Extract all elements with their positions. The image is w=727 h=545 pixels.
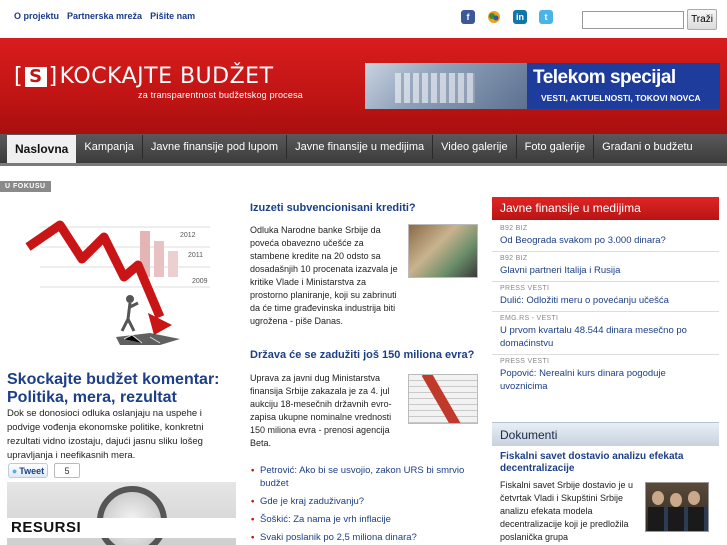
document-thumbnail[interactable] [645,482,709,532]
news-bullet-link[interactable]: • Šoškić: Za nama je vrh inflacije [250,513,482,526]
search-button[interactable]: Traži [687,9,717,30]
list-item [492,312,719,355]
article-title[interactable]: Izuzeti subvencionisani krediti? [250,202,416,214]
chart-label-2011: 2011 [188,252,204,259]
news-bullet-list [250,464,482,545]
list-item [492,252,719,282]
nav-item-campaign[interactable]: Kampanja [76,135,143,159]
list-item [492,282,719,312]
logo-tagline: za transparentnost budžetskog procesa [138,90,303,100]
focus-text: Dok se donosioci odluka oslanjaju na uspehe i podvige vođenja ekonomske politike, konkretni rezultati vidno izostaju, dajući jasnu sliku lošeg upravljanja i neefikasnih mera. [7,408,204,461]
article-text: Uprava za javni dug Ministarstva finansija Srbije zakazala je za 4. jul aukciju 18-mesečnih državnih evro-zapisa ukupne nominalne vrednosti 150 miliona evra - prenosi agencija Beta. [250,373,392,448]
news-link[interactable]: Dulić: Odložiti meru o povećanju učešća [500,295,669,306]
facebook-icon[interactable]: f [461,10,475,24]
tweet-label: Tweet [19,465,45,476]
news-link[interactable]: U prvom kvartalu 48.544 dinara mesečno po domaćinstvu [500,325,687,349]
logo-text: KOCKAJTE BUDŽET [59,64,274,89]
top-links [14,11,195,21]
search-input[interactable] [582,11,684,29]
article-thumbnail[interactable] [408,374,478,424]
logo-s: S [25,67,46,87]
twitter-icon[interactable]: t [539,10,553,24]
banner-photo [365,63,527,109]
top-link-partners[interactable]: Partnerska mreža [67,11,143,21]
news-link[interactable]: Popović: Nerealni kurs dinara pogoduje uvoznicima [500,368,666,392]
linkedin-icon[interactable]: in [513,10,527,24]
media-box-heading[interactable]: Javne finansije u medijima [492,197,719,220]
news-source: PRESS VESTI [500,358,550,365]
main-nav [0,134,727,166]
top-bar [0,0,727,38]
document-title[interactable]: Fiskalni savet dostavio analizu efekata decentralizacije [500,451,684,474]
nav-item-citizens[interactable]: Građani o budžetu [602,141,693,153]
nav-item-photo[interactable]: Foto galerije [517,135,595,159]
article-title[interactable]: Država će se zadužiti još 150 miliona evra? [250,349,475,361]
logo-bracket-close: ] [48,64,58,89]
nav-item-finance-focus[interactable]: Javne finansije pod lupom [143,135,287,159]
focus-image[interactable] [20,207,220,357]
news-link[interactable]: Od Beograda svakom po 3.000 dinara? [500,235,666,246]
twitter-bird-icon: ● [11,465,18,476]
media-news-list [492,222,719,397]
top-link-about[interactable]: O projektu [14,11,60,21]
social-links [461,10,553,24]
chart-label-2009: 2009 [192,278,208,285]
tweet-count: 5 [54,463,80,478]
nav-item-finance-media[interactable]: Javne finansije u medijima [287,135,433,159]
resources-label: RESURSI [11,519,82,536]
rss-icon[interactable] [487,10,501,24]
document-text: Fiskalni savet Srbije dostavio je u četvrtak Vladi i Skupštini Srbije analizu efekata modela decentralizacije koji je predložila poslanička grupa [500,480,634,542]
top-link-contact[interactable]: Pišite nam [150,11,196,21]
telekom-banner[interactable] [365,63,720,109]
list-item [492,355,719,397]
article-text: Odluka Narodne banke Srbije da poveća obavezno učešće za stambene kredite na 20 odsto sa dosadašnjih 10 procenata izazvala je kritike Vlade i Ministarstva za prostorno planiranje, koji su zabrinuti da će time građevinska industrija biti ugrožena - piše Danas. [250,225,398,326]
site-logo[interactable] [14,64,303,100]
news-source: EMG.RS - VESTI [500,315,559,322]
nav-item-home[interactable]: Naslovna [7,135,76,163]
news-bullet-link[interactable]: • Petrović: Ako bi se usvojio, zakon URS bi smrvio budžet [250,464,482,490]
focus-title[interactable]: Skockajte budžet komentar: Politika, mera, rezultat [7,371,220,406]
tweet-button[interactable] [8,463,48,478]
news-bullet-link[interactable]: • Svaki poslanik po 2,5 miliona dinara? [250,531,482,544]
list-item [492,222,719,252]
site-header [0,38,727,134]
news-source: B92 BIZ [500,255,528,262]
focus-badge: U FOKUSU [0,181,51,192]
chart-label-2012: 2012 [180,232,196,239]
banner-title: Telekom specijal [533,67,676,88]
logo-bracket-open: [ [14,64,24,89]
news-link[interactable]: Glavni partneri Italija i Rusija [500,265,621,276]
resources-banner[interactable] [7,482,236,545]
news-bullet-link[interactable]: • Gde je kraj zaduživanju? [250,495,482,508]
news-source: B92 BIZ [500,225,528,232]
nav-item-video[interactable]: Video galerije [433,135,516,159]
banner-subtitle: VESTI, AKTUELNOSTI, TOKOVI NOVCA [541,93,701,103]
news-source: PRESS VESTI [500,285,550,292]
article-thumbnail[interactable] [408,224,478,278]
documents-heading[interactable]: Dokumenti [492,422,719,446]
